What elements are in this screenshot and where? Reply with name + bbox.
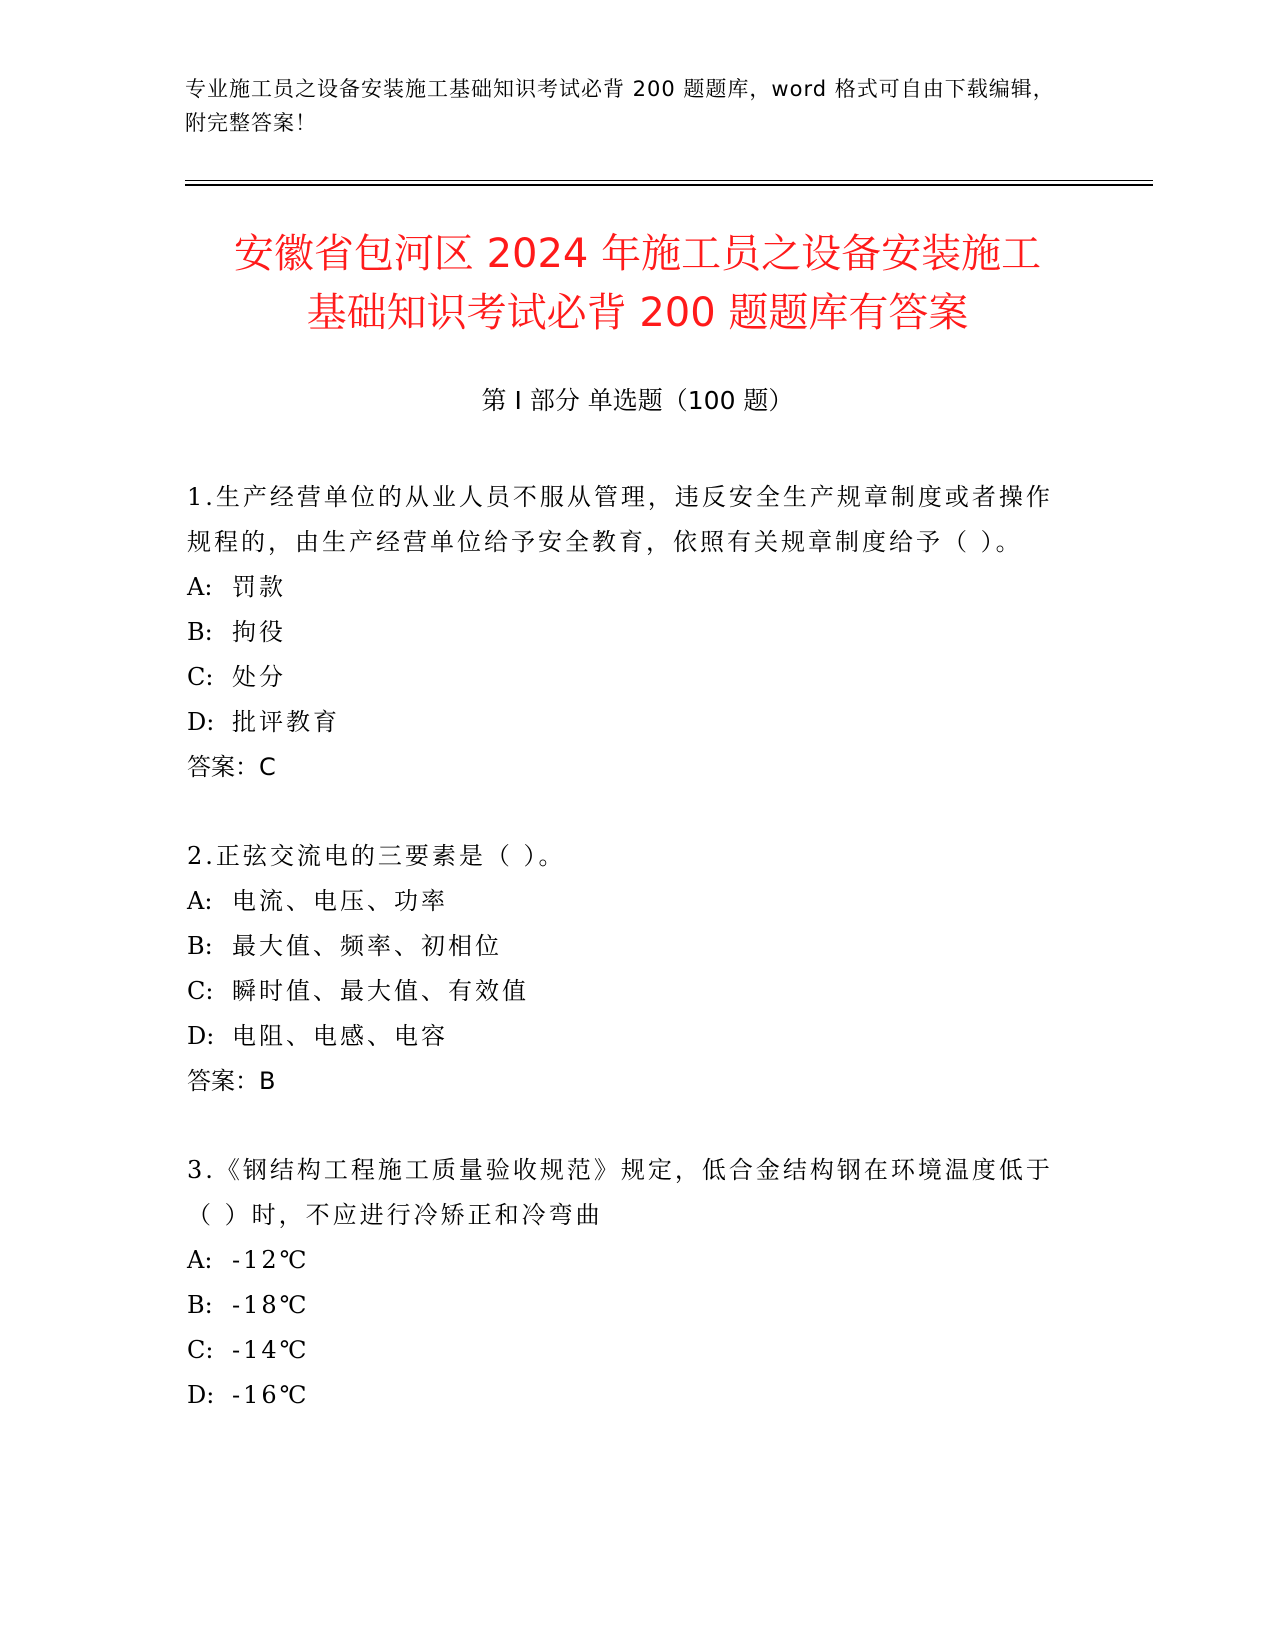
- option-text: -18℃: [232, 1291, 310, 1319]
- option-text: -12℃: [232, 1246, 310, 1274]
- document-title: [150, 225, 1125, 343]
- option-text: 处分: [232, 663, 286, 691]
- option-letter: C:: [187, 977, 214, 1005]
- option-c: [187, 969, 1067, 1014]
- option-letter: D:: [187, 708, 215, 736]
- question-1: [187, 475, 1067, 790]
- question-text: 2.正弦交流电的三要素是（ ）。: [187, 842, 566, 870]
- option-letter: C:: [187, 663, 214, 691]
- option-letter: D:: [187, 1381, 215, 1409]
- document-title-line2: 基础知识考试必背 200 题题库有答案: [306, 290, 969, 336]
- option-a: [187, 1238, 1067, 1283]
- option-text: -16℃: [232, 1381, 310, 1409]
- option-a: [187, 879, 1067, 924]
- option-c: [187, 655, 1067, 700]
- option-text: -14℃: [232, 1336, 310, 1364]
- option-letter: D:: [187, 1022, 215, 1050]
- option-a: [187, 565, 1067, 610]
- option-letter: B:: [187, 1291, 213, 1319]
- option-c: [187, 1328, 1067, 1373]
- option-letter: B:: [187, 932, 213, 960]
- option-text: 电流、电压、功率: [232, 887, 448, 915]
- option-d: [187, 700, 1067, 745]
- option-letter: A:: [187, 887, 213, 915]
- answer-line: 答案：B: [187, 1067, 276, 1095]
- answer-line: 答案：C: [187, 753, 276, 781]
- option-letter: A:: [187, 1246, 213, 1274]
- option-text: 罚款: [232, 573, 286, 601]
- option-text: 批评教育: [232, 708, 340, 736]
- option-b: [187, 924, 1067, 969]
- option-d: [187, 1373, 1067, 1418]
- option-text: 拘役: [232, 618, 286, 646]
- option-letter: C:: [187, 1336, 214, 1364]
- option-text: 电阻、电感、电容: [232, 1022, 448, 1050]
- header-divider-thick: [185, 184, 1153, 186]
- question-list: [187, 475, 1067, 1462]
- option-b: [187, 610, 1067, 655]
- option-b: [187, 1283, 1067, 1328]
- question-text: 1.生产经营单位的从业人员不服从管理，违反安全生产规章制度或者操作规程的，由生产经营单位给予安全教育，依照有关规章制度给予（ ）。: [187, 483, 1053, 556]
- document-title-line1: 安徽省包河区 2024 年施工员之设备安装施工: [233, 231, 1042, 277]
- question-3: [187, 1148, 1067, 1418]
- section-heading: 第 I 部分 单选题（100 题）: [481, 386, 794, 415]
- option-letter: A:: [187, 573, 213, 601]
- question-text: 3.《钢结构工程施工质量验收规范》规定，低合金结构钢在环境温度低于（ ）时，不应进行冷矫正和冷弯曲: [187, 1156, 1053, 1229]
- header-note: 专业施工员之设备安装施工基础知识考试必背 200 题题库，word 格式可自由下载编辑，附完整答案！: [185, 77, 1055, 135]
- question-2: [187, 834, 1067, 1104]
- option-text: 最大值、频率、初相位: [232, 932, 502, 960]
- option-d: [187, 1014, 1067, 1059]
- option-text: 瞬时值、最大值、有效值: [232, 977, 529, 1005]
- option-letter: B:: [187, 618, 213, 646]
- header-divider-thin: [185, 180, 1153, 181]
